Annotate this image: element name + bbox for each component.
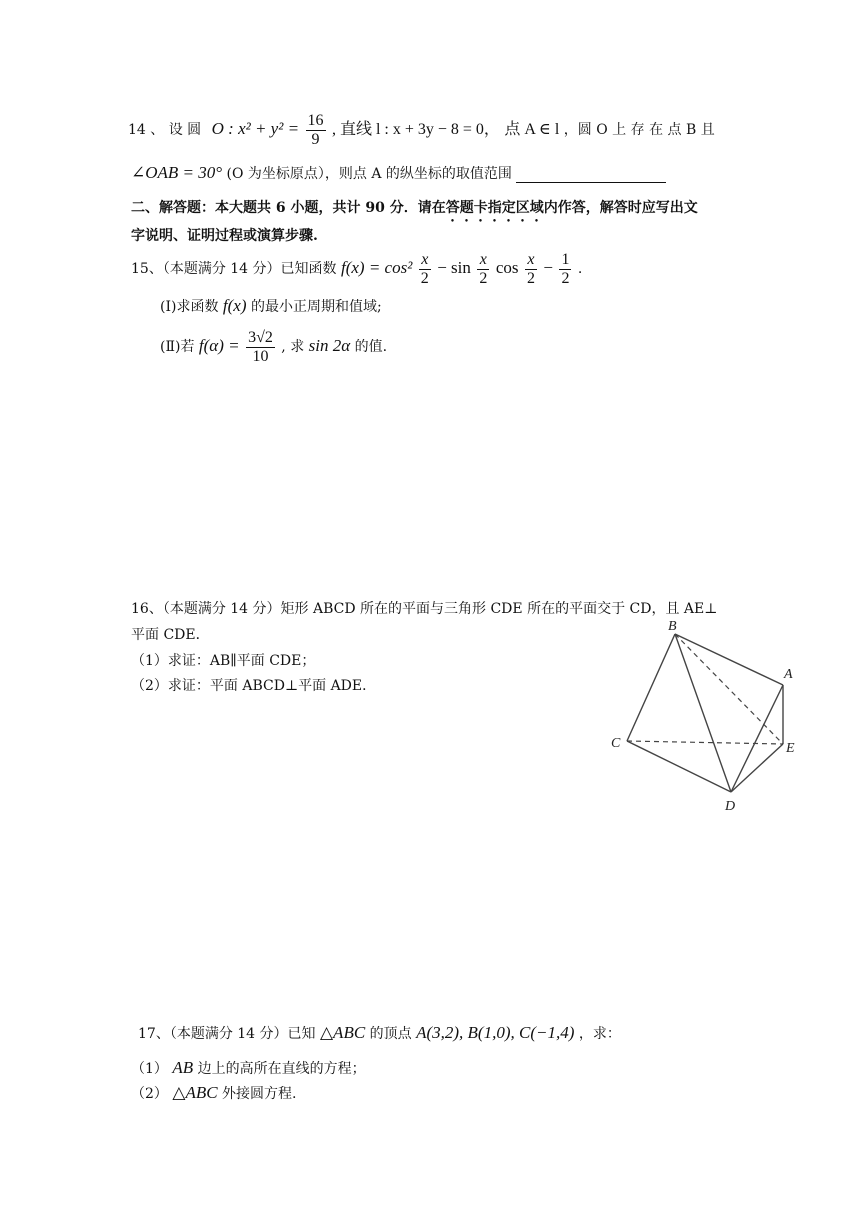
q14-rest1: ，圆 O 上 存 在 点 B 且 [563, 122, 715, 138]
q15-frac-x3-num: x [525, 251, 537, 270]
q15-part2-sin: sin 2α [308, 336, 351, 355]
q16-part2-text: （2）求证：平面 ABCD⊥平面 ADE． [131, 678, 377, 694]
section2-line2 [131, 225, 318, 245]
q14-frac-num: 16 [307, 111, 324, 129]
q15-part1-b: 的最小正周期和值域; [250, 299, 382, 315]
q16-line2-text: 平面 CDE． [131, 627, 210, 643]
q16-line1-text: 16、（本题满分 14 分）矩形 ABCD 所在的平面与三角形 CDE 所在的平面交于 CD，且 AE⊥ [131, 601, 718, 617]
q17-points: A(3,2), B(1,0), C(−1,4) [416, 1023, 575, 1042]
q15-line1 [131, 246, 582, 290]
edge-DE [731, 744, 783, 792]
q14-angle: ∠OAB = 30° [131, 163, 223, 182]
q15-part2 [160, 322, 387, 370]
q17-mid: 的顶点 [369, 1026, 412, 1042]
vertex-label-A: A [784, 667, 793, 682]
q15-frac-half [559, 251, 571, 287]
edge-CE-dashed [627, 741, 783, 744]
vertex-label-D: D [725, 799, 736, 814]
q15-func: f(x) = cos² [340, 258, 413, 277]
q15-frac-x3-den: 2 [526, 269, 535, 287]
q15-part1 [160, 296, 382, 316]
q17-part2-b: 外接圆方程. [222, 1086, 297, 1102]
edge-BA [675, 634, 783, 685]
q15-part1-a: (Ⅰ)求函数 [160, 299, 219, 315]
q17-part1-a: （1） [131, 1061, 168, 1077]
section2-text-a: 二、解答题：本大题共 6 小题，共计 90 分．请在 [131, 200, 446, 216]
q14-label: 14 、 设 圆 [128, 122, 202, 138]
q14-answer-blank[interactable] [516, 168, 666, 183]
q15-label: 15、（本题满分 14 分）已知函数 [131, 261, 337, 277]
q17-line1 [138, 1023, 621, 1043]
q15-part2-f: f(α) = [198, 336, 240, 355]
q15-frac-half-num: 1 [561, 250, 570, 268]
q17-end: ，求： [578, 1026, 621, 1042]
section2-emphasis: 答题卡指定区域 [445, 200, 544, 216]
q15-frac-half-den: 2 [561, 269, 570, 287]
q14-line1 [128, 109, 715, 149]
q15-frac-x2-den: 2 [479, 269, 488, 287]
q15-cos: cos [495, 258, 519, 277]
q15-part2-b: , 求 [281, 339, 305, 355]
q15-minus: − [543, 258, 553, 277]
section2-line2-text: 字说明、证明过程或演算步骤. [131, 228, 318, 244]
section2-line1 [131, 197, 698, 225]
q17-triangle: △ABC [319, 1023, 366, 1042]
q16-figure [600, 612, 810, 817]
q17-part2 [131, 1083, 296, 1103]
vertex-label-B: B [668, 619, 677, 634]
q15-part1-f: f(x) [222, 296, 247, 315]
q15-minus-sin: − sin [437, 258, 471, 277]
q17-part1-ab: AB [172, 1058, 194, 1077]
q16-part1 [131, 650, 315, 670]
edge-AD [731, 685, 783, 792]
q15-part2-a: (Ⅱ)若 [160, 339, 195, 355]
q17-part1 [131, 1058, 366, 1078]
q17-part2-triangle: △ABC [172, 1083, 218, 1102]
q15-frac-x1 [419, 251, 431, 287]
q15-part2-frac-den: 10 [252, 347, 269, 365]
q14-fraction [306, 112, 326, 148]
q14-rest2: (O 为坐标原点），则点 A 的纵坐标的取值范围 [226, 166, 512, 182]
q17-part1-b: 边上的高所在直线的方程； [197, 1061, 366, 1077]
q15-part2-c: 的值. [354, 339, 388, 355]
q14-frac-den: 9 [311, 130, 320, 148]
q17-part2-a: （2） [131, 1086, 168, 1102]
edge-BE-dashed [675, 634, 783, 744]
q15-frac-x1-den: 2 [420, 269, 429, 287]
q15-part2-frac [246, 329, 275, 365]
q14-line2 [131, 163, 666, 183]
q15-part2-frac-num: 3√2 [248, 328, 273, 346]
q16-line2 [131, 624, 210, 644]
q15-frac-x2 [477, 251, 489, 287]
q15-frac-x3 [525, 251, 537, 287]
q14-line-eq: , 直线 l : x + 3y − 8 = 0， [331, 121, 500, 138]
q15-end: . [577, 261, 583, 277]
q16-part1-text: （1）求证：AB∥平面 CDE； [131, 653, 316, 669]
q14-circle-eq: O : x² + y² = [211, 119, 300, 138]
q17-label: 17、（本题满分 14 分）已知 [138, 1026, 316, 1042]
vertex-label-C: C [611, 736, 621, 751]
q15-frac-x1-num: x [419, 251, 431, 270]
edge-BC [627, 634, 675, 741]
q15-frac-x2-num: x [477, 251, 489, 270]
q16-part2 [131, 675, 376, 695]
q14-point: 点 A ∈ l [504, 121, 560, 138]
section2-text-b: 内作答，解答时应写出文 [543, 200, 698, 216]
vertex-label-E: E [786, 741, 795, 756]
